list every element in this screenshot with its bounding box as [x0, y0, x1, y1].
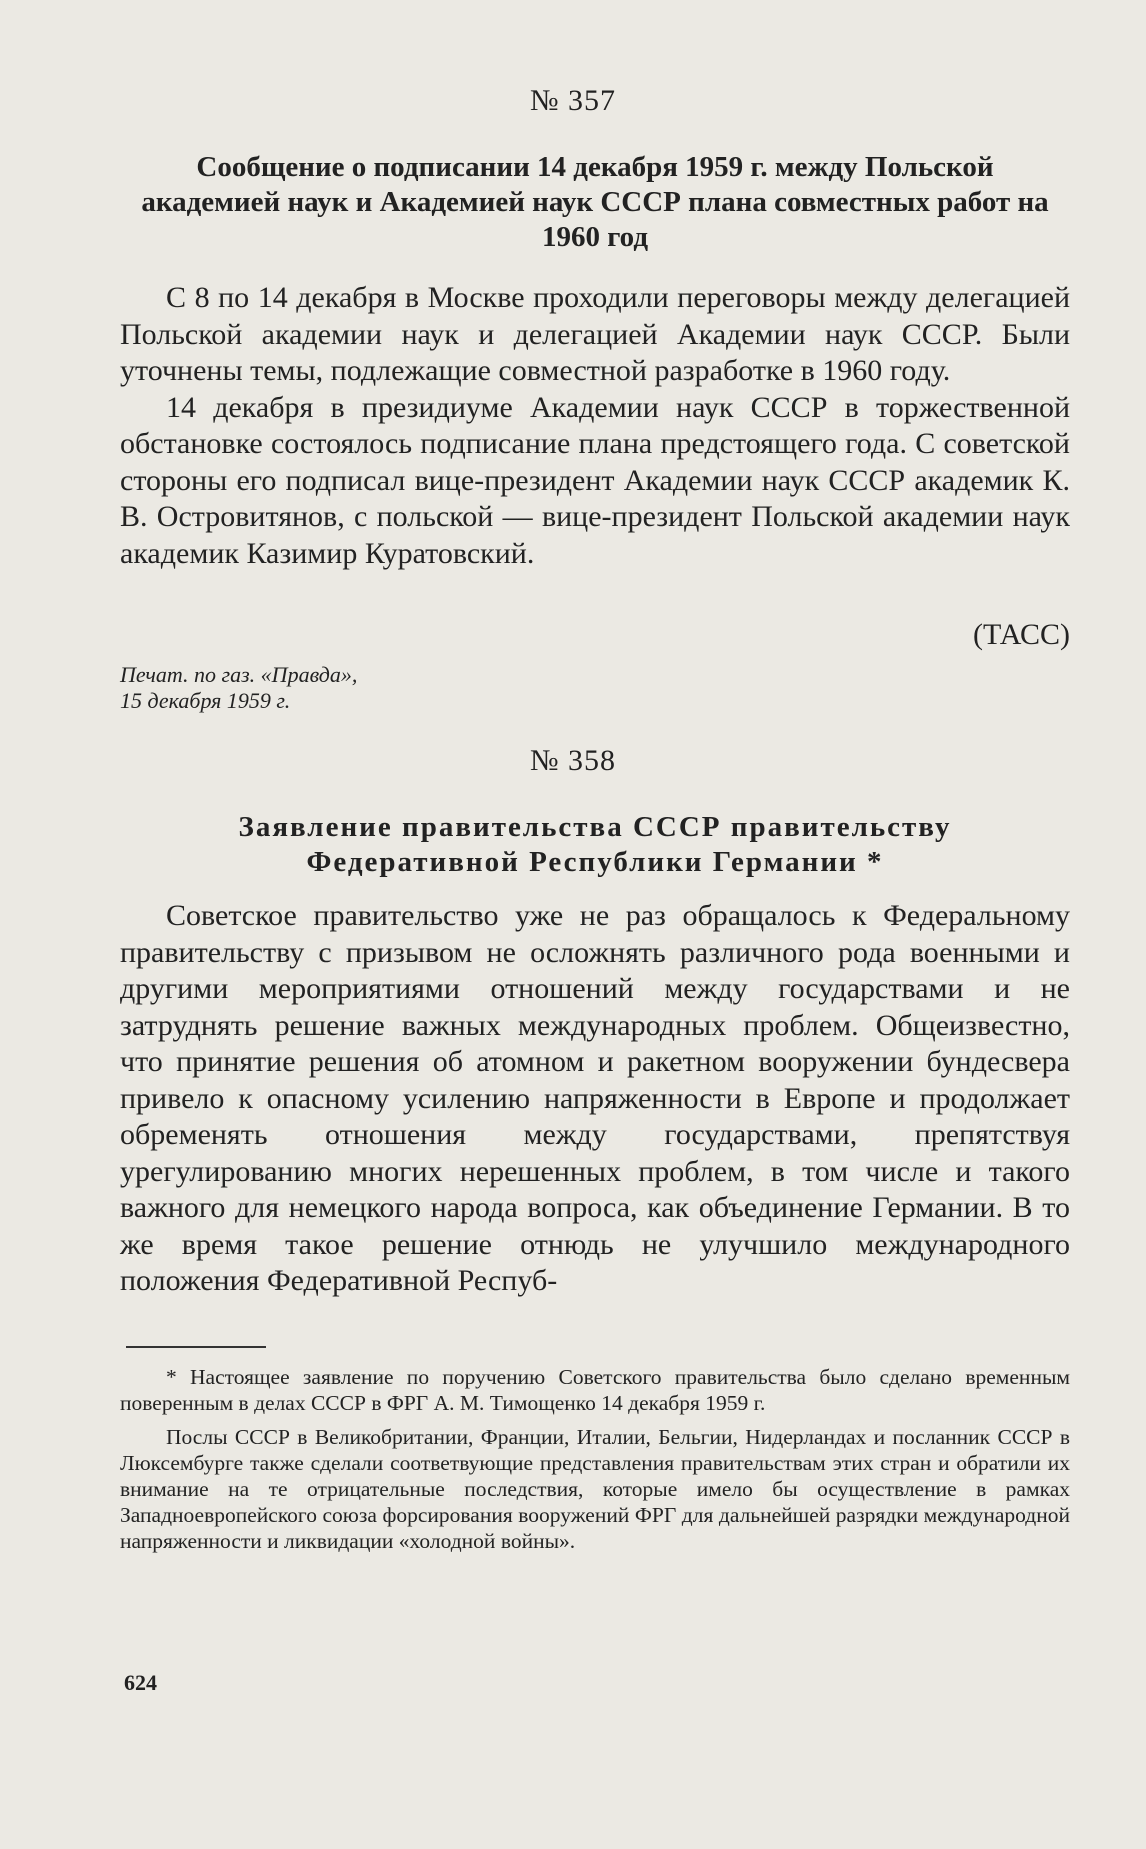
doc-357-agency: (ТАСС)	[972, 618, 1070, 651]
doc-357-paragraph-2: 14 декабря в президиуме Академии наук СССР в торжественной обстановке состоялось подписание плана предстоящего года. С советской стороны его подписал вице-президент Академии наук СССР академик К. В. Островитянов, с польской — вице-президент Польской академии наук академик Казимир Куратовский.	[120, 390, 1070, 570]
doc-357-body	[120, 280, 1070, 572]
footnote-divider	[126, 1346, 266, 1348]
footnote	[120, 1364, 1070, 1554]
footnote-paragraph-2: Послы СССР в Великобритании, Франции, Италии, Бельгии, Нидерландах и посланник СССР в Люксембурге также сделали соответвующие представления правительствам этих стран и обратили их внимание на те отрицательные последствия, которые имело бы осуществление в рамках Западноевропейского союза форсирования вооружений ФРГ для дальнейшей разрядки международной напряженности и ликвидации «холодной войны».	[120, 1425, 1070, 1553]
doc-358-title-line-1: Заявление правительства СССР правительству	[238, 811, 952, 843]
doc-358-title-line-2: Федеративной Республики Германии *	[306, 846, 884, 878]
doc-358-body	[120, 898, 1070, 1300]
doc-357-paragraph-1: С 8 по 14 декабря в Москве проходили переговоры между делегацией Польской академии наук и делегацией Академии наук СССР. Были уточнены темы, подлежащие совместной разработке в 1960 году.	[120, 281, 1070, 387]
doc-357-source	[120, 662, 1070, 714]
doc-357-source-line-2: 15 декабря 1959 г.	[120, 688, 291, 713]
doc-358-paragraph: Советское правительство уже не раз обращалось к Федеральному правительству с призывом не осложнять различного рода военными и другими мероприятиями отношений между государствами и не затруднять решение важных международных проблем. Общеизвестно, что принятие решения об атомном и ракетном вооружении бундесвера привело к опасному усилению напряженности в Европе и продолжает обременять отношения между государствами, препятствуя урегулированию многих нерешенных проблем, в том числе и такого важного для немецкого народа вопроса, как объединение Германии. В то же время такое решение отнюдь не улучшило международного положения Федеративной Респуб-	[120, 899, 1070, 1297]
doc-357-number: № 357	[529, 84, 617, 117]
doc-357-source-line-1: Печат. по газ. «Правда»,	[120, 662, 358, 687]
doc-358-number: № 358	[529, 744, 617, 777]
doc-357-title: Сообщение о подписании 14 декабря 1959 г. между Польской академией наук и Академией наук СССР плана совместных работ на 1960 год	[141, 151, 1049, 253]
doc-358-header	[120, 810, 1070, 880]
page-number: 624	[124, 1670, 157, 1695]
doc-357-header	[120, 150, 1070, 255]
footnote-paragraph-1: * Настоящее заявление по поручению Советского правительства было сделано временным поверенным в делах СССР в ФРГ А. М. Тимощенко 14 декабря 1959 г.	[120, 1365, 1070, 1415]
